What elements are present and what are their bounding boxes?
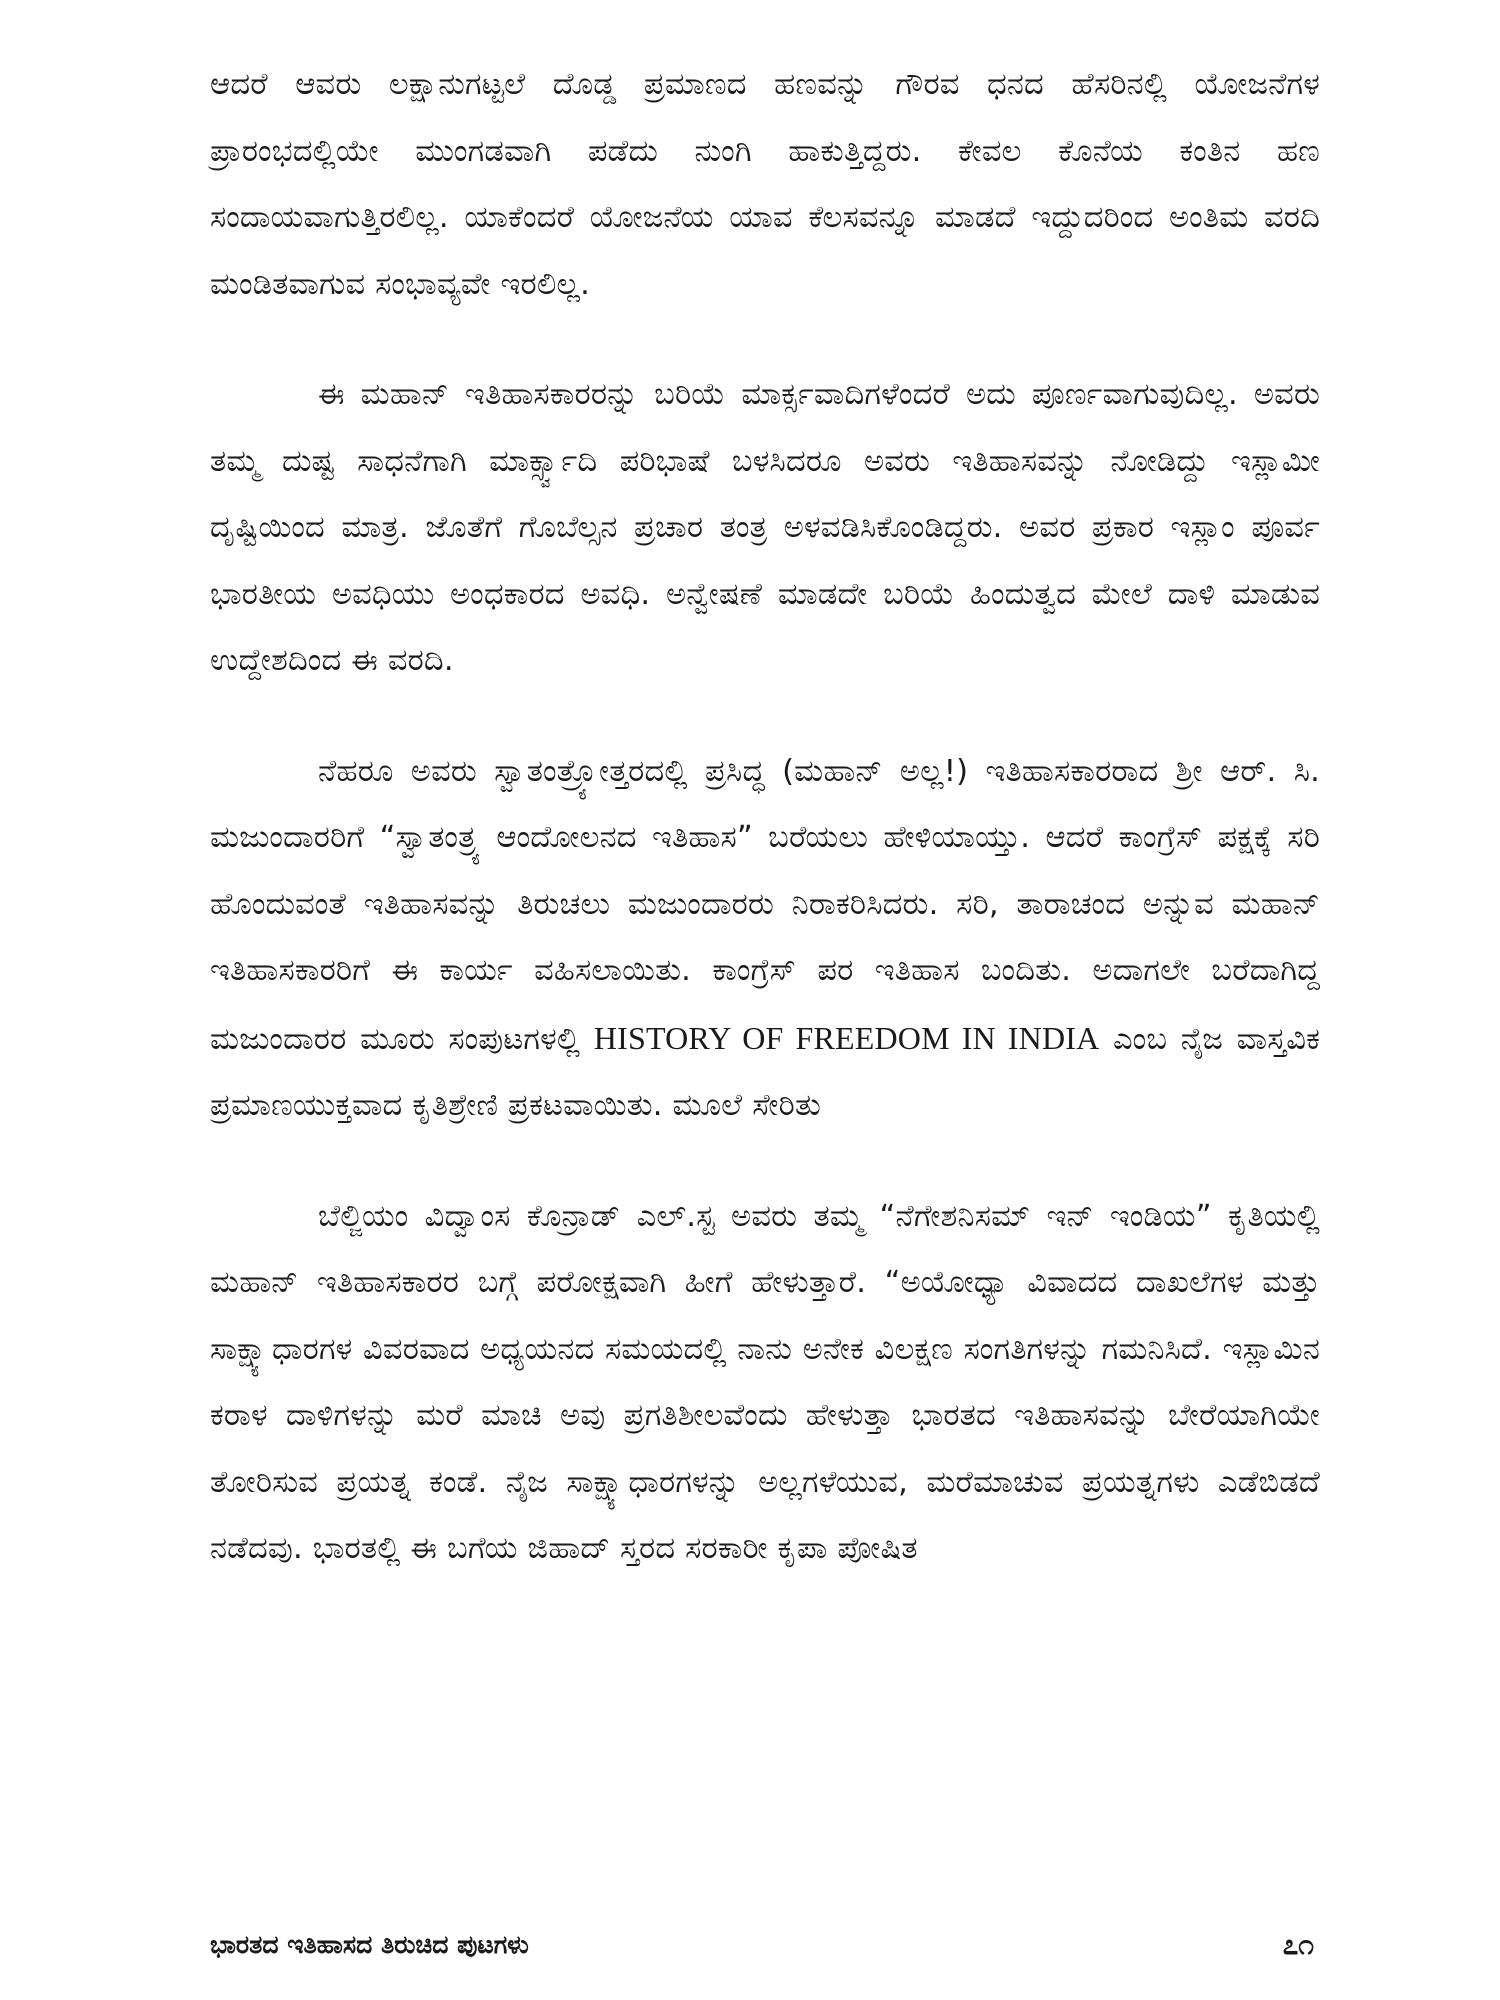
body-text xyxy=(210,52,1320,1627)
paragraph-3-text-before: ನೆಹರೂ ಅವರು ಸ್ವಾತಂತ್ರ್ಯೋತ್ತರದಲ್ಲಿ ಪ್ರಸಿದ್ಧ (ಮಹಾನ್ ಅಲ್ಲ!) ಇತಿಹಾಸಕಾರರಾದ ಶ್ರೀ ಆರ್. ಸಿ. ಮಜುಂದಾರರಿಗೆ “ಸ್ವಾತಂತ್ರ್ಯ ಆಂದೋಲನದ ಇತಿಹಾಸ” ಬರೆಯಲು ಹೇಳಿಯಾಯ್ತು. ಆದರೆ ಕಾಂಗ್ರೆಸ್ ಪಕ್ಷಕ್ಕೆ ಸರಿ ಹೊಂದುವಂತೆ ಇತಿಹಾಸವನ್ನು ತಿರುಚಲು ಮಜುಂದಾರರು ನಿರಾಕರಿಸಿದರು. ಸರಿ, ತಾರಾಚಂದ ಅನ್ನುವ ಮಹಾನ್ ಇತಿಹಾಸಕಾರರಿಗೆ ಈ ಕಾರ್ಯ ವಹಿಸಲಾಯಿತು. ಕಾಂಗ್ರೆಸ್ ಪರ ಇತಿಹಾಸ ಬಂದಿತು. ಅದಾಗಲೇ ಬರೆದಾಗಿದ್ದ ಮಜುಂದಾರರ ಮೂರು ಸಂಪುಟಗಳಲ್ಲಿ xyxy=(210,753,1320,1057)
paragraph-3-text-after: ಎಂಬ ನೈಜ ವಾಸ್ತವಿಕ ಪ್ರಮಾಣಯುಕ್ತವಾದ ಕೃತಿಶ್ರೇಣಿ ಪ್ರಕಟವಾಯಿತು. ಮೂಲೆ ಸೇರಿತು xyxy=(210,1021,1320,1123)
page-footer xyxy=(210,1922,1320,1968)
paragraph-4: ಬೆಲ್ಜಿಯಂ ವಿದ್ವಾಂಸ ಕೊನ್ರಾಡ್ ಎಲ್.ಸ್ಟ ಅವರು ತಮ್ಮ “ನೆಗೇಶನಿಸಮ್ ಇನ್ ಇಂಡಿಯ” ಕೃತಿಯಲ್ಲಿ ಮಹಾನ್ ಇತಿಹಾಸಕಾರರ ಬಗ್ಗೆ ಪರೋಕ್ಷವಾಗಿ ಹೀಗೆ ಹೇಳುತ್ತಾರೆ. “ಅಯೋಧ್ಯಾ ವಿವಾದದ ದಾಖಲೆಗಳ ಮತ್ತು ಸಾಕ್ಷ್ಯಾಧಾರಗಳ ವಿವರವಾದ ಅಧ್ಯಯನದ ಸಮಯದಲ್ಲಿ ನಾನು ಅನೇಕ ವಿಲಕ್ಷಣ ಸಂಗತಿಗಳನ್ನು ಗಮನಿಸಿದೆ. ಇಸ್ಲಾಮಿನ ಕರಾಳ ದಾಳಿಗಳನ್ನು ಮರೆ ಮಾಚಿ ಅವು ಪ್ರಗತಿಶೀಲವೆಂದು ಹೇಳುತ್ತಾ ಭಾರತದ ಇತಿಹಾಸವನ್ನು ಬೇರೆಯಾಗಿಯೇ ತೋರಿಸುವ ಪ್ರಯತ್ನ ಕಂಡೆ. ನೈಜ ಸಾಕ್ಷ್ಯಾಧಾರಗಳನ್ನು ಅಲ್ಲಗಳೆಯುವ, ಮರೆಮಾಚುವ ಪ್ರಯತ್ನಗಳು ಎಡೆಬಿಡದೆ ನಡೆದವು. ಭಾರತಲ್ಲಿ ಈ ಬಗೆಯ ಜಿಹಾದ್ ಸ್ತರದ ಸರಕಾರೀ ಕೃಪಾ ಪೋಷಿತ xyxy=(210,1198,1320,1566)
paragraph-3 xyxy=(210,739,1320,1140)
page-number: ೭೧ xyxy=(1282,1928,1314,1961)
paragraph-1: ಆದರೆ ಆವರು ಲಕ್ಷಾನುಗಟ್ಟಲೆ ದೊಡ್ಡ ಪ್ರಮಾಣದ ಹಣವನ್ನು ಗೌರವ ಧನದ ಹೆಸರಿನಲ್ಲಿ ಯೋಜನೆಗಳ ಪ್ರಾರಂಭದಲ್ಲಿಯೇ ಮುಂಗಡವಾಗಿ ಪಡೆದು ನುಂಗಿ ಹಾಕುತ್ತಿದ್ದರು. ಕೇವಲ ಕೊನೆಯ ಕಂತಿನ ಹಣ ಸಂದಾಯವಾಗುತ್ತಿರಲಿಲ್ಲ. ಯಾಕೆಂದರೆ ಯೋಜನೆಯ ಯಾವ ಕೆಲಸವನ್ನೂ ಮಾಡದೆ ಇದ್ದುದರಿಂದ ಅಂತಿಮ ವರದಿ ಮಂಡಿತವಾಗುವ ಸಂಭಾವ್ಯವೇ ಇರಲಿಲ್ಲ. xyxy=(210,67,1320,302)
running-footer-title: ಭಾರತದ ಇತಿಹಾಸದ ತಿರುಚಿದ ಪುಟಗಳು xyxy=(210,1930,529,1959)
english-book-title: HISTORY OF FREEDOM IN INDIA xyxy=(593,1019,1100,1056)
paragraph-2: ಈ ಮಹಾನ್ ಇತಿಹಾಸಕಾರರನ್ನು ಬರಿಯೆ ಮಾರ್ಕ್ಸವಾದಿಗಳೆಂದರೆ ಅದು ಪೂರ್ಣವಾಗುವುದಿಲ್ಲ. ಅವರು ತಮ್ಮ ದುಷ್ಟ ಸಾಧನೆಗಾಗಿ ಮಾರ್ಕ್ಸ್ವಾದಿ ಪರಿಭಾಷೆ ಬಳಸಿದರೂ ಅವರು ಇತಿಹಾಸವನ್ನು ನೋಡಿದ್ದು ಇಸ್ಲಾಮೀ ದೃಷ್ಟಿಯಿಂದ ಮಾತ್ರ. ಜೊತೆಗೆ ಗೊಬೆಲ್ಸನ ಪ್ರಚಾರ ತಂತ್ರ ಅಳವಡಿಸಿಕೊಂಡಿದ್ದರು. ಅವರ ಪ್ರಕಾರ ಇಸ್ಲಾಂ ಪೂರ್ವ ಭಾರತೀಯ ಅವಧಿಯು ಅಂಧಕಾರದ ಅವಧಿ. ಅನ್ವೇಷಣೆ ಮಾಡದೇ ಬರಿಯೆ ಹಿಂದುತ್ವದ ಮೇಲೆ ದಾಳಿ ಮಾಡುವ ಉದ್ದೇಶದಿಂದ ಈ ವರದಿ. xyxy=(210,377,1320,678)
